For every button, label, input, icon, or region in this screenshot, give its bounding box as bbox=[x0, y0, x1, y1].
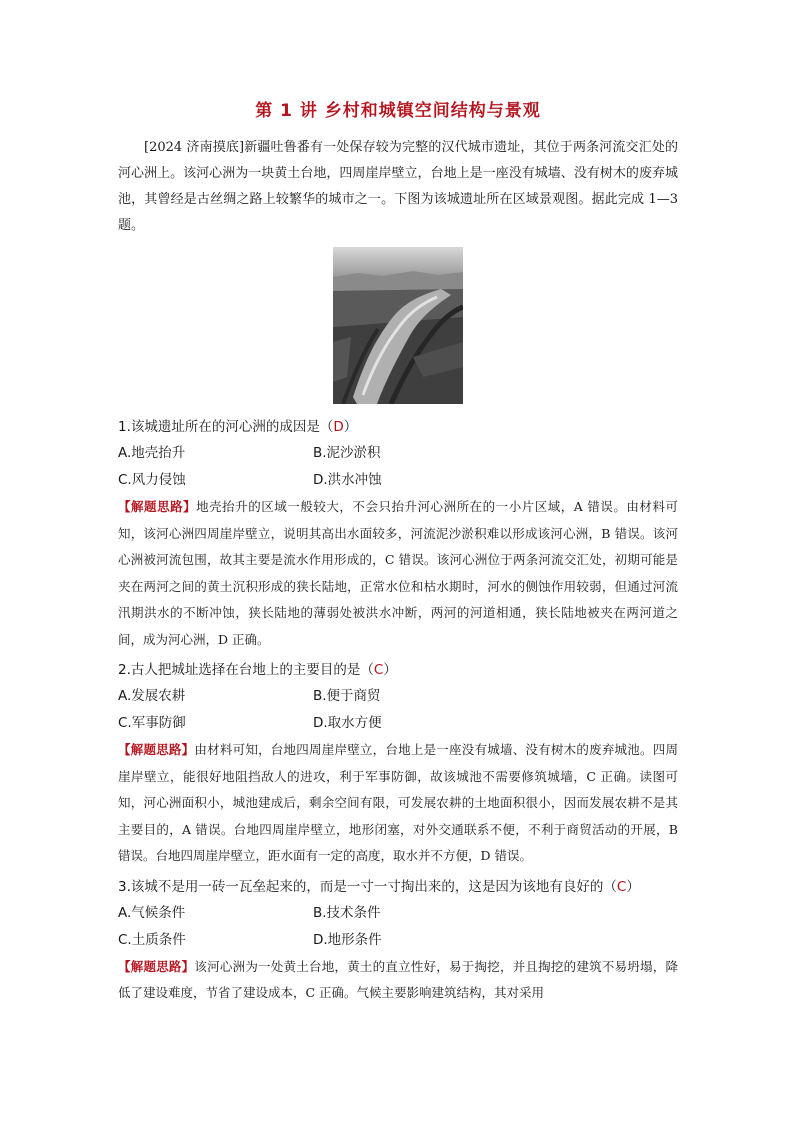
options-row bbox=[118, 467, 678, 494]
question-3 bbox=[118, 874, 678, 1007]
question-stem: 1.该城遗址所在的河心洲的成因是（D） bbox=[118, 419, 358, 435]
answer-key: D bbox=[333, 419, 344, 435]
option-b: B.技术条件 bbox=[313, 904, 381, 921]
explanation: 【解题思路】该河心洲为一处黄土台地，黄土的直立性好，易于掏挖，并且掏挖的建筑不易坍塌，降低了建设难度，节省了建设成本，C 正确。气候主要影响建筑结构，其对采用 bbox=[118, 958, 678, 1000]
option-b: B.泥沙淤积 bbox=[313, 445, 381, 461]
options-row bbox=[118, 927, 678, 954]
question-stem: 3.该城不是用一砖一瓦垒起来的，而是一寸一寸掏出来的，这是因为该地有良好的（C） bbox=[118, 878, 640, 895]
question-stem: 2.古人把城址选择在台地上的主要目的是（C） bbox=[118, 662, 397, 678]
answer-key: C bbox=[616, 878, 627, 895]
options-row bbox=[118, 683, 678, 710]
document-page bbox=[118, 96, 678, 1011]
intro-paragraph: [2024 济南摸底]新疆吐鲁番有一处保存较为完整的汉代城市遗址，其位于两条河流交汇处的河心洲上。该河心洲为一块黄土台地，四周崖岸壁立，台地上是一座没有城墙、没有树木的废弃城池，其曾经是古丝绸之路上较繁华的城市之一。下图为该城遗址所在区域景观图。据此完成 1—3题。 bbox=[118, 140, 678, 233]
page-title: 第 1 讲 乡村和城镇空间结构与景观 bbox=[255, 101, 541, 121]
question-2 bbox=[118, 657, 678, 870]
options-row bbox=[118, 440, 678, 467]
explanation-label: 【解题思路】 bbox=[118, 499, 197, 514]
question-1 bbox=[118, 414, 678, 653]
option-d: D.地形条件 bbox=[313, 931, 382, 948]
option-c: C.土质条件 bbox=[118, 931, 186, 948]
option-c: C.风力侵蚀 bbox=[118, 472, 186, 488]
explanation-label: 【解题思路】 bbox=[118, 742, 195, 757]
option-d: D.洪水冲蚀 bbox=[313, 472, 382, 488]
answer-key: C bbox=[373, 662, 384, 678]
landscape-photo bbox=[333, 247, 463, 404]
option-b: B.便于商贸 bbox=[313, 688, 381, 704]
explanation: 【解题思路】地壳抬升的区域一般较大，不会只抬升河心洲所在的一小片区域，A 错误。由材料可知，该河心洲四周崖岸壁立，说明其高出水面较多，河流泥沙淤积难以形成该河心洲，B 错误。该河心洲被河流包围，故其主要是流水作用形成的，C 错误。该河心洲位于两条河流交汇处，初期可能是夹在两河之间的黄土沉积形成的狭长陆地，正常水位和枯水期时，河水的侧蚀作用较弱，但通过河流汛期洪水的不断冲蚀，狭长陆地的薄弱处被洪水冲断，两河的河道相通，狭长陆地被夹在两河道之间，成为河心洲，D 正确。 bbox=[118, 499, 678, 647]
options-row bbox=[118, 900, 678, 927]
option-c: C.军事防御 bbox=[118, 715, 186, 731]
option-a: A.地壳抬升 bbox=[118, 445, 186, 461]
explanation-label: 【解题思路】 bbox=[118, 958, 195, 974]
option-d: D.取水方便 bbox=[313, 715, 382, 731]
explanation: 【解题思路】由材料可知，台地四周崖岸壁立，台地上是一座没有城墙、没有树木的废弃城池。四周崖岸壁立，能很好地阻挡敌人的进攻，利于军事防御，故该城池不需要修筑城墙，C 正确。读图可知，河心洲面积小，城池建成后，剩余空间有限，可发展农耕的土地面积很小，因而发展农耕不是其主要目的，A 错误。台地四周崖岸壁立，地形闭塞，对外交通联系不便，不利于商贸活动的开展，B 错误。台地四周崖岸壁立，距水面有一定的高度，取水并不方便，D 错误。 bbox=[118, 742, 678, 863]
figure bbox=[118, 247, 678, 404]
options-row bbox=[118, 710, 678, 737]
option-a: A.气候条件 bbox=[118, 904, 186, 921]
option-a: A.发展农耕 bbox=[118, 688, 186, 704]
